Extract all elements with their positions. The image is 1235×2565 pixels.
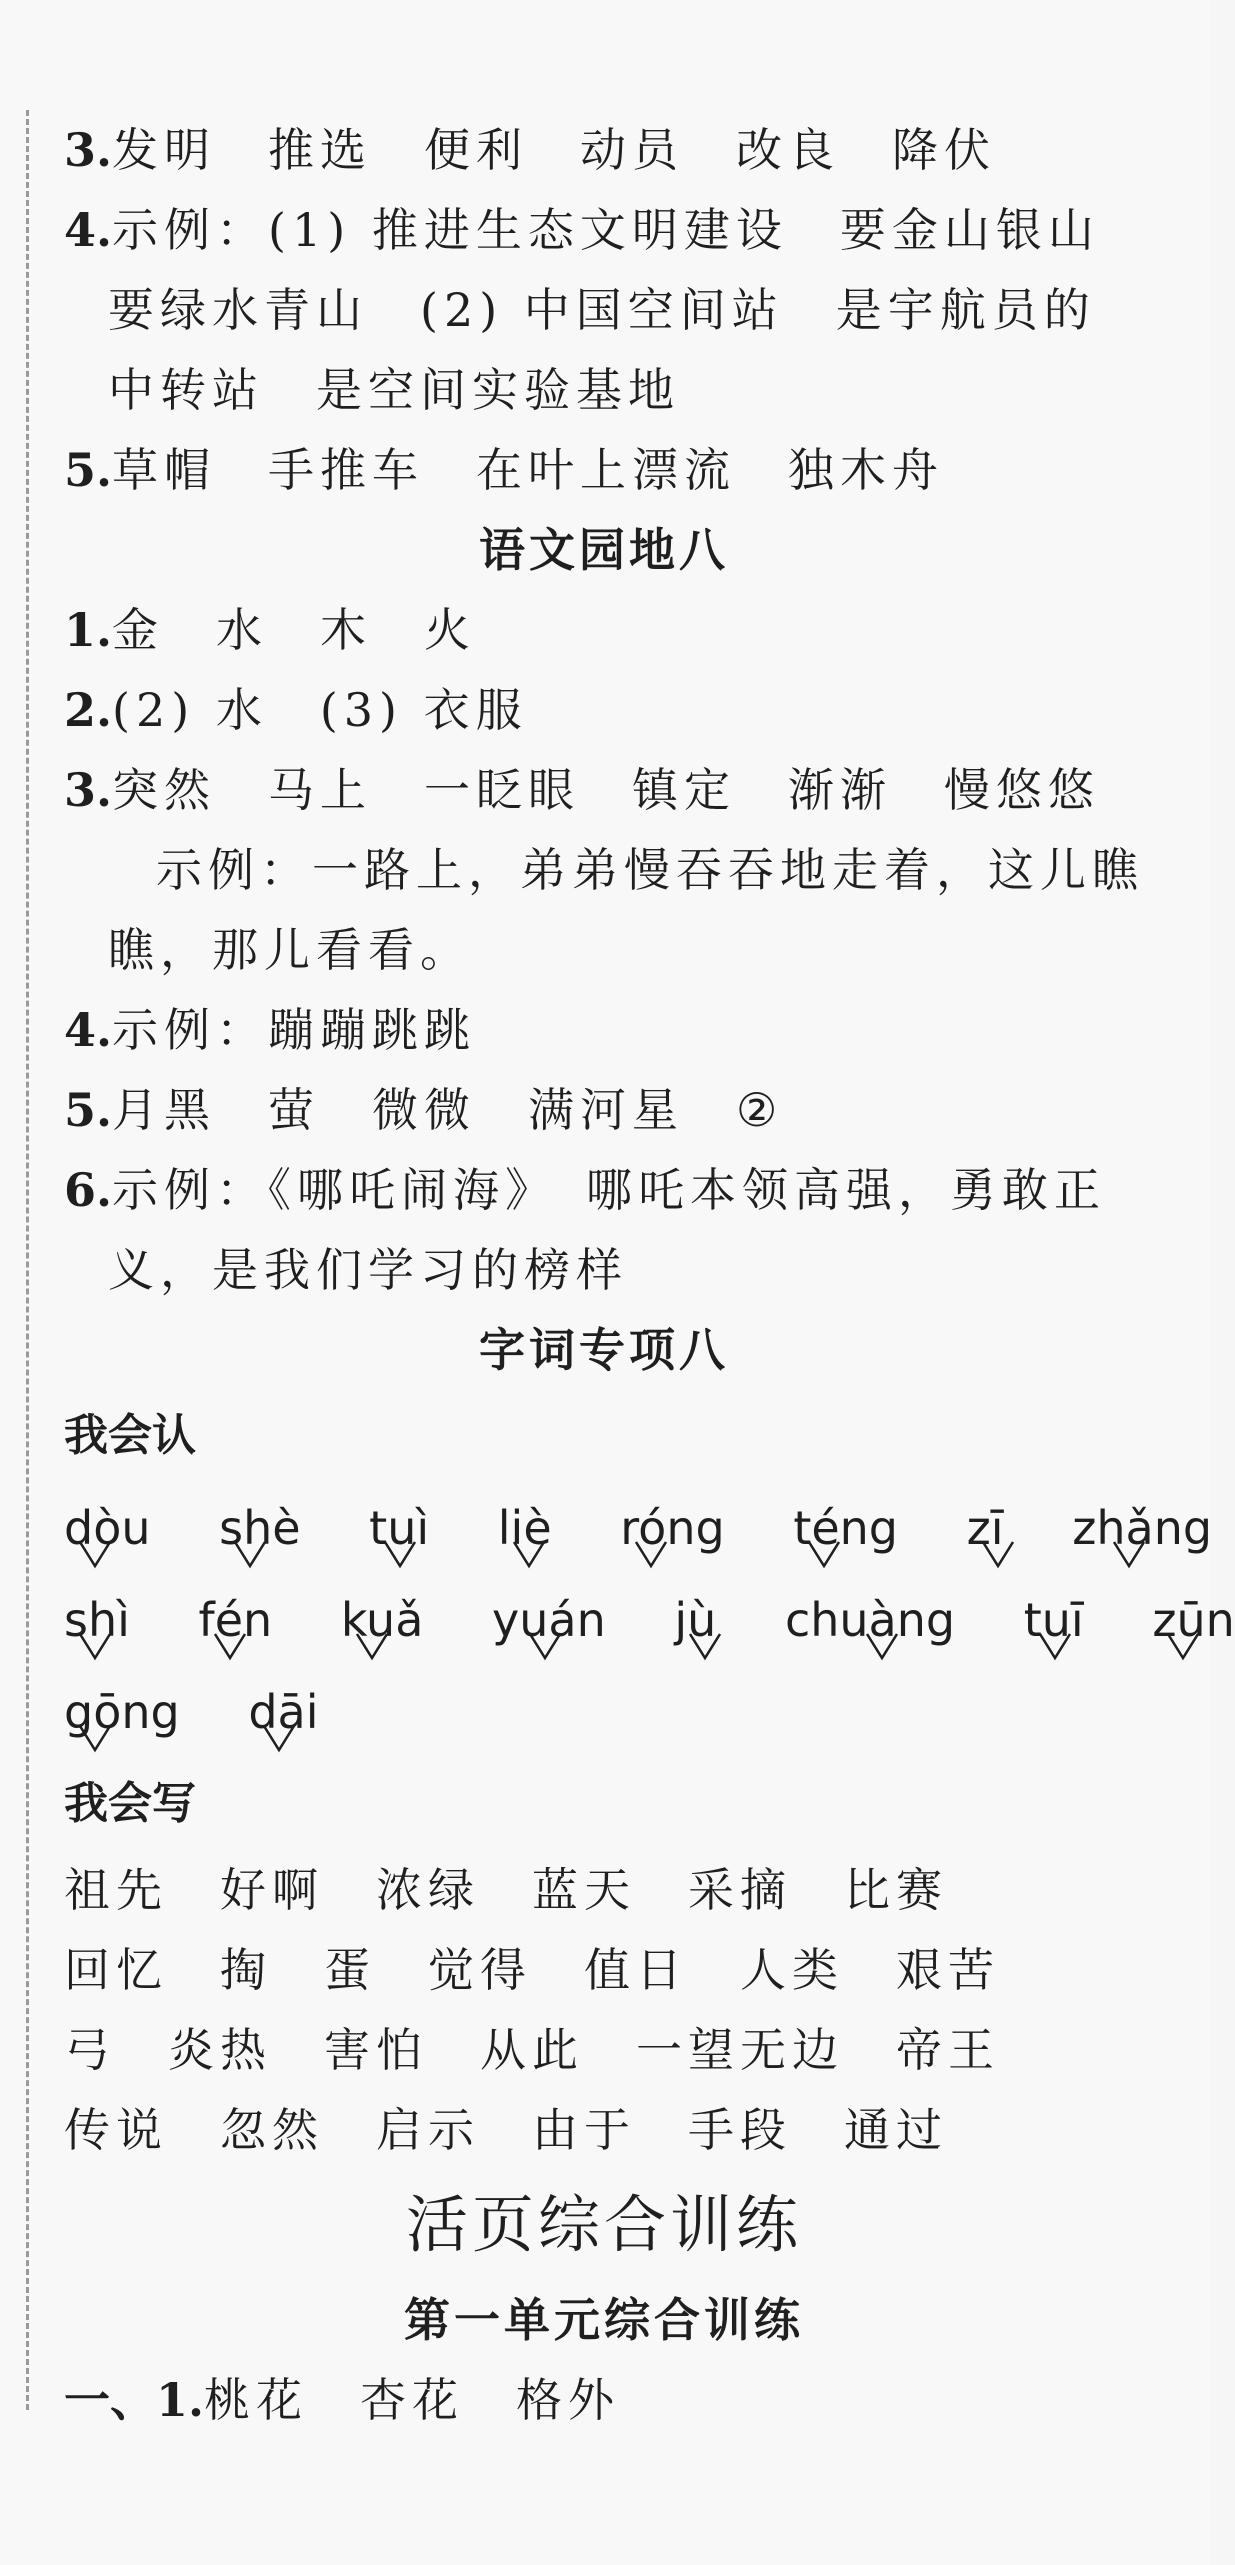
word: 草帽 — [112, 443, 217, 497]
check-mark-icon — [78, 1722, 112, 1752]
q-number: 3. — [64, 123, 113, 177]
s1-answer-3 — [64, 750, 1144, 830]
word: 金 — [112, 603, 165, 657]
word: 忽然 — [220, 2103, 324, 2157]
word: 微微 — [372, 1083, 477, 1137]
word: 好啊 — [220, 1863, 324, 1917]
word: 降伏 — [892, 123, 997, 177]
word: 人类 — [740, 1943, 844, 1997]
word: 启示 — [376, 2103, 480, 2157]
pinyin-text: dòu — [64, 1501, 151, 1555]
binding-dashed-line — [26, 110, 29, 2410]
word: 蛋 — [324, 1943, 376, 1997]
pinyin-text: yuán — [492, 1593, 606, 1647]
answer-text: (2) 水 (3) 衣服 — [112, 683, 528, 737]
q-number: 4. — [64, 203, 113, 257]
pinyin-item — [64, 1666, 180, 1758]
pinyin-item — [1072, 1482, 1212, 1574]
words-row-1 — [64, 1850, 1144, 1930]
word: 采摘 — [688, 1863, 792, 1917]
q-number: 5. — [64, 443, 113, 497]
s1-answer-6-line2: 义，是我们学习的榜样 — [108, 1243, 628, 1297]
word: 格外 — [516, 2373, 621, 2427]
pinyin-item — [64, 1482, 151, 1574]
check-mark-icon — [1112, 1538, 1146, 1568]
word: 手段 — [688, 2103, 792, 2157]
s1-answer-1 — [64, 590, 1144, 670]
section-subtitle-unit1: 第一单元综合训练 — [404, 2293, 804, 2347]
q-number: 6. — [64, 1163, 113, 1217]
word: 蓝天 — [532, 1863, 636, 1917]
s1-answer-3-line3: 瞧，那儿看看。 — [108, 923, 472, 977]
q-number: 4. — [64, 1003, 113, 1057]
q-number: 一、1. — [64, 2373, 205, 2427]
word: 慢悠悠 — [944, 763, 1101, 817]
word: 手推车 — [268, 443, 425, 497]
word: 马上 — [268, 763, 373, 817]
check-mark-icon — [528, 1630, 562, 1660]
subhead-recognize: 我会认 — [64, 1410, 196, 1461]
s1-answer-3-line2: 示例：一路上，弟弟慢吞吞地走着，这儿瞧 — [156, 843, 1144, 897]
pinyin-item — [248, 1666, 318, 1758]
pinyin-text: kuǎ — [340, 1593, 424, 1647]
pinyin-item — [492, 1574, 606, 1666]
word: 传说 — [64, 2103, 168, 2157]
word: 动员 — [580, 123, 685, 177]
section-title-zici-zhuanxiang: 字词专项八 — [479, 1323, 729, 1377]
word: 木 — [320, 603, 373, 657]
pinyin-item — [199, 1574, 273, 1666]
word: 从此 — [480, 2023, 584, 2077]
word: 一眨眼 — [424, 763, 581, 817]
pinyin-text: fén — [198, 1593, 273, 1647]
pinyin-text: róng — [620, 1501, 725, 1555]
check-mark-icon — [233, 1538, 267, 1568]
pinyin-row-3 — [64, 1666, 1144, 1758]
pinyin-text: gōng — [64, 1685, 180, 1739]
pinyin-text: chuàng — [784, 1593, 956, 1647]
pinyin-text: tuì — [369, 1501, 430, 1555]
pinyin-text: jù — [674, 1593, 717, 1647]
word: 杏花 — [360, 2373, 465, 2427]
word: 值日 — [584, 1943, 688, 1997]
pinyin-row-1 — [64, 1482, 1213, 1574]
word: 改良 — [736, 123, 841, 177]
word: 渐渐 — [788, 763, 893, 817]
section-title-huoye: 活页综合训练 — [405, 2188, 802, 2261]
pinyin-text: zī — [966, 1501, 1004, 1555]
s1-answer-2 — [64, 670, 1144, 750]
check-mark-icon — [213, 1630, 247, 1660]
check-mark-icon — [383, 1538, 417, 1568]
word: 推选 — [268, 123, 373, 177]
check-mark-icon — [1166, 1630, 1200, 1660]
word: 桃花 — [204, 2373, 309, 2427]
pinyin-text: zhǎng — [1072, 1501, 1213, 1555]
word: 发明 — [112, 123, 217, 177]
check-mark-icon — [1038, 1630, 1072, 1660]
check-mark-icon — [262, 1722, 296, 1752]
pinyin-text: dāi — [248, 1685, 319, 1739]
word: 突然 — [112, 763, 217, 817]
pinyin-item — [219, 1482, 300, 1574]
pinyin-item — [793, 1482, 898, 1574]
pinyin-text: téng — [793, 1501, 899, 1555]
word: 浓绿 — [376, 1863, 480, 1917]
word: 独木舟 — [788, 443, 945, 497]
word: 比赛 — [844, 1863, 948, 1917]
check-mark-icon — [634, 1538, 668, 1568]
answer-text: 示例：(1) 推进生态文明建设 要金山银山 — [112, 203, 1100, 257]
s1-answer-4 — [64, 990, 1144, 1070]
word: 镇定 — [632, 763, 737, 817]
word: 满河星 — [528, 1083, 685, 1137]
pinyin-row-2 — [64, 1574, 1235, 1666]
word: 由于 — [532, 2103, 636, 2157]
pinyin-item — [341, 1574, 424, 1666]
word: 水 — [216, 603, 269, 657]
word: 觉得 — [428, 1943, 532, 1997]
answer-5 — [64, 430, 1144, 510]
word: 害怕 — [324, 2023, 428, 2077]
pinyin-text: tuī — [1023, 1593, 1084, 1647]
s1-answer-5 — [64, 1070, 1144, 1150]
answer-content — [64, 110, 1235, 2440]
pinyin-item — [620, 1482, 724, 1574]
word: 月黑 — [112, 1083, 217, 1137]
word: 艰苦 — [896, 1943, 1000, 1997]
q-number: 2. — [64, 683, 113, 737]
answer-4-line3: 中转站 是空间实验基地 — [108, 363, 680, 417]
pinyin-item — [64, 1574, 130, 1666]
words-row-3 — [64, 2010, 1144, 2090]
q-number: 3. — [64, 763, 113, 817]
pinyin-text: liè — [497, 1501, 552, 1555]
word: 掏 — [220, 1943, 272, 1997]
q-number: 1. — [64, 603, 113, 657]
s1-answer-6-line1 — [64, 1150, 1144, 1230]
answer-4-line2: 要绿水青山 (2) 中国空间站 是宇航员的 — [108, 283, 1096, 337]
circled-number: ② — [736, 1083, 784, 1137]
word: 便利 — [424, 123, 529, 177]
word: 炎热 — [168, 2023, 272, 2077]
word: 一望无边 — [636, 2023, 844, 2077]
check-mark-icon — [981, 1538, 1015, 1568]
check-mark-icon — [512, 1538, 546, 1568]
answer-text: 示例：《哪吒闹海》 哪吒本领高强，勇敢正 — [112, 1163, 1107, 1217]
check-mark-icon — [807, 1538, 841, 1568]
pinyin-item — [785, 1574, 955, 1666]
q-number: 5. — [64, 1083, 113, 1137]
word: 通过 — [844, 2103, 948, 2157]
pinyin-item — [674, 1574, 716, 1666]
word: 萤 — [268, 1083, 321, 1137]
check-mark-icon — [865, 1630, 899, 1660]
word: 祖先 — [64, 1863, 168, 1917]
check-mark-icon — [688, 1630, 722, 1660]
pinyin-item — [967, 1482, 1004, 1574]
word: 回忆 — [64, 1943, 168, 1997]
pinyin-text: shè — [219, 1501, 301, 1555]
check-mark-icon — [355, 1630, 389, 1660]
words-row-2 — [64, 1930, 1144, 2010]
word: 在叶上漂流 — [476, 443, 737, 497]
answer-4-line1 — [64, 190, 1144, 270]
word: 火 — [424, 603, 477, 657]
unit1-answer-1 — [64, 2360, 1144, 2440]
answer-3 — [64, 110, 1144, 190]
answer-text: 示例：蹦蹦跳跳 — [112, 1003, 477, 1057]
pinyin-item — [498, 1482, 552, 1574]
subhead-write: 我会写 — [64, 1778, 196, 1829]
pinyin-item — [1024, 1574, 1084, 1666]
check-mark-icon — [78, 1630, 112, 1660]
word: 弓 — [64, 2023, 116, 2077]
pinyin-item — [369, 1482, 429, 1574]
pinyin-item — [1152, 1574, 1234, 1666]
words-row-4 — [64, 2090, 1144, 2170]
section-title-yuwen-yuandi: 语文园地八 — [479, 523, 729, 577]
word: 帝王 — [896, 2023, 1000, 2077]
pinyin-text: zūn — [1152, 1593, 1235, 1647]
check-mark-icon — [78, 1538, 112, 1568]
pinyin-text: shì — [64, 1593, 130, 1647]
